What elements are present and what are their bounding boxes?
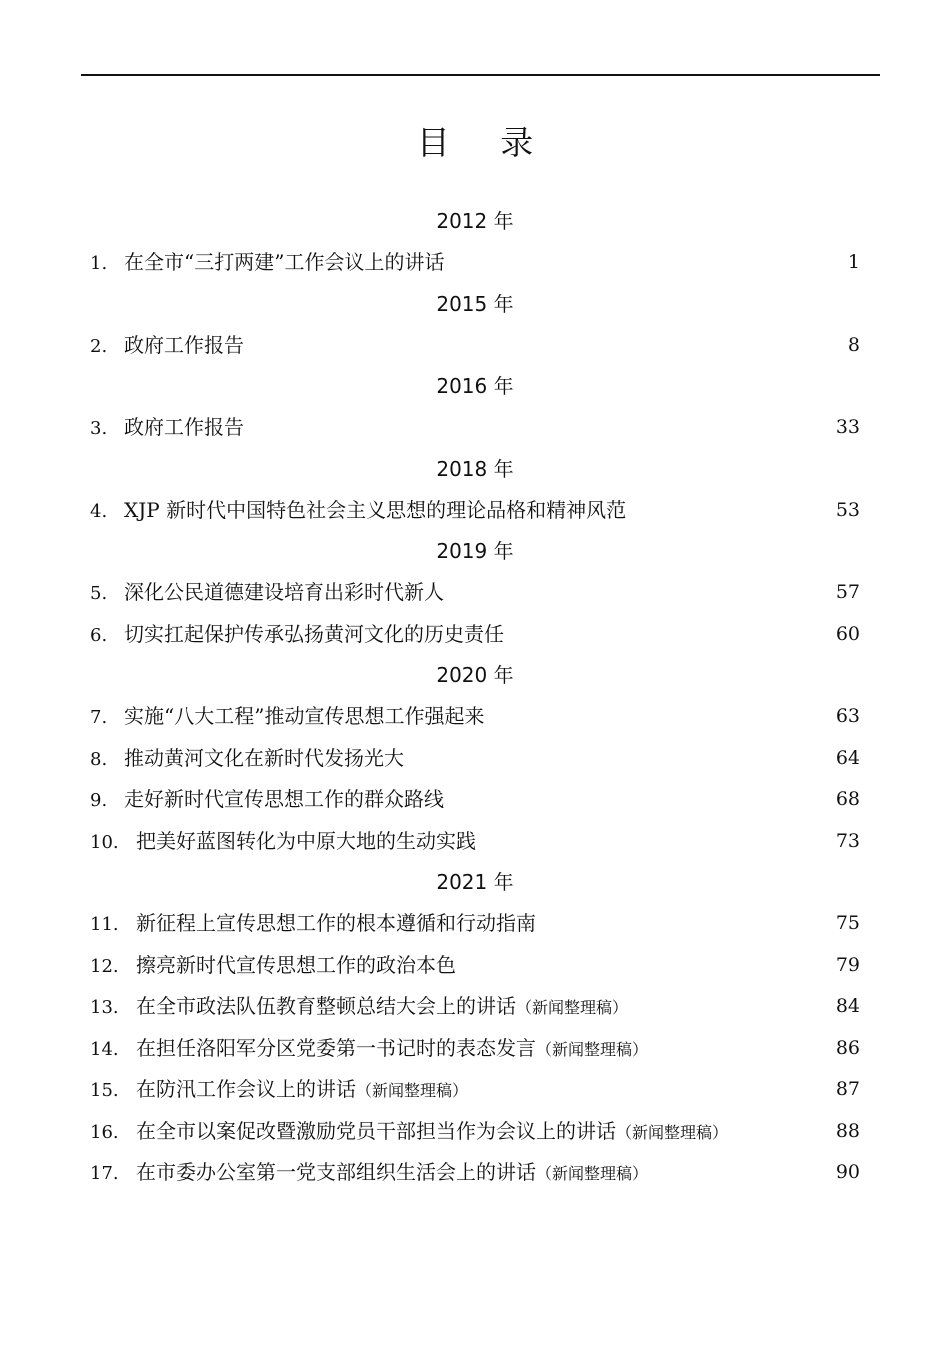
toc-entry[interactable] <box>90 945 860 987</box>
toc-entry[interactable] <box>90 738 860 780</box>
entry-title: 政府工作报告 <box>124 332 244 357</box>
entry-page-number: 79 <box>835 953 860 976</box>
year-heading: 2012 年 <box>436 209 514 233</box>
entry-number: 8. <box>90 748 108 770</box>
entry-title: 在全市政法队伍教育整顿总结大会上的讲话 <box>136 994 516 1018</box>
year-heading: 2021 年 <box>436 870 514 894</box>
entry-number: 6. <box>90 624 108 646</box>
toc-entry[interactable] <box>90 696 860 738</box>
entry-note: （新闻整理稿） <box>536 1039 649 1059</box>
entry-note: （新闻整理稿） <box>536 1164 649 1183</box>
entry-title: 在全市以案促改暨激励党员干部担当作为会议上的讲话 <box>136 1118 616 1143</box>
entry-page-number: 57 <box>835 581 860 603</box>
entry-number: 2. <box>90 335 108 357</box>
entry-title: 政府工作报告 <box>124 415 244 439</box>
entry-page-number: 63 <box>835 705 860 727</box>
entry-page-number: 60 <box>835 622 860 645</box>
page-title: 目 录 <box>416 123 554 162</box>
entry-number: 14. <box>90 1038 119 1060</box>
entry-page-number: 8 <box>847 333 860 356</box>
toc-entry[interactable] <box>90 1152 860 1194</box>
entry-note: （新闻整理稿） <box>616 1122 729 1142</box>
entry-page-number: 73 <box>835 829 860 852</box>
entry-number: 5. <box>90 583 108 604</box>
toc-entry[interactable] <box>90 572 860 614</box>
entry-title: 在全市“三打两建”工作会议上的讲话 <box>124 250 445 274</box>
entry-number: 12. <box>90 955 119 977</box>
entry-number: 9. <box>90 790 108 811</box>
entry-title: 把美好蓝图转化为中原大地的生动实践 <box>136 828 476 853</box>
toc-entry[interactable] <box>90 1069 860 1111</box>
entry-page-number: 75 <box>835 912 860 934</box>
entry-page-number: 53 <box>835 498 860 521</box>
entry-note: （新闻整理稿） <box>516 998 629 1017</box>
entry-page-number: 33 <box>835 416 860 438</box>
toc-entry[interactable] <box>90 490 860 532</box>
year-heading: 2015 年 <box>436 291 514 316</box>
entry-title: 实施“八大工程”推动宣传思想工作强起来 <box>124 704 485 728</box>
year-heading: 2016 年 <box>436 374 514 398</box>
toc-entry[interactable] <box>90 614 860 656</box>
entry-number: 16. <box>90 1121 119 1143</box>
year-heading: 2018 年 <box>436 456 514 481</box>
entry-page-number: 1 <box>847 251 860 273</box>
entry-number: 7. <box>90 707 108 728</box>
entry-number: 15. <box>90 1080 119 1101</box>
toc-entry[interactable] <box>90 1111 860 1153</box>
toc-entry[interactable] <box>90 821 860 863</box>
entry-page-number: 64 <box>835 746 860 769</box>
toc-entry[interactable] <box>90 325 860 367</box>
entry-title: 推动黄河文化在新时代发扬光大 <box>124 745 404 770</box>
entry-title: 新征程上宣传思想工作的根本遵循和行动指南 <box>136 911 536 935</box>
entry-title: 在防汛工作会议上的讲话 <box>136 1077 356 1101</box>
entry-title: 深化公民道德建设培育出彩时代新人 <box>124 580 444 604</box>
entry-number: 10. <box>90 831 119 853</box>
toc-entry[interactable] <box>90 986 860 1028</box>
toc-entry[interactable] <box>90 242 860 284</box>
entry-number: 13. <box>90 997 119 1018</box>
entry-title: 在担任洛阳军分区党委第一书记时的表态发言 <box>136 1035 536 1060</box>
year-heading: 2019 年 <box>436 539 514 563</box>
entry-number: 1. <box>90 253 108 274</box>
entry-number: 11. <box>90 914 119 935</box>
entry-number: 4. <box>90 500 108 522</box>
year-heading: 2020 年 <box>436 663 514 687</box>
entry-number: 3. <box>90 418 108 439</box>
entry-page-number: 68 <box>835 788 860 810</box>
entry-note: （新闻整理稿） <box>356 1081 469 1100</box>
header-rule <box>81 74 880 76</box>
toc-entry[interactable] <box>90 903 860 945</box>
entry-page-number: 90 <box>835 1161 860 1183</box>
toc-entry[interactable] <box>90 407 860 449</box>
toc-entry[interactable] <box>90 1028 860 1070</box>
entry-title: XJP 新时代中国特色社会主义思想的理论品格和精神风范 <box>124 497 627 522</box>
entry-title: 擦亮新时代宣传思想工作的政治本色 <box>136 952 456 977</box>
entry-page-number: 88 <box>835 1119 860 1142</box>
entry-page-number: 84 <box>835 995 860 1017</box>
entry-title: 在市委办公室第一党支部组织生活会上的讲话 <box>136 1160 536 1184</box>
entry-title: 走好新时代宣传思想工作的群众路线 <box>124 787 444 811</box>
table-of-contents <box>90 201 860 1194</box>
entry-page-number: 87 <box>835 1078 860 1100</box>
toc-entry[interactable] <box>90 779 860 821</box>
entry-title: 切实扛起保护传承弘扬黄河文化的历史责任 <box>124 621 504 646</box>
entry-page-number: 86 <box>835 1036 860 1059</box>
entry-number: 17. <box>90 1163 119 1184</box>
